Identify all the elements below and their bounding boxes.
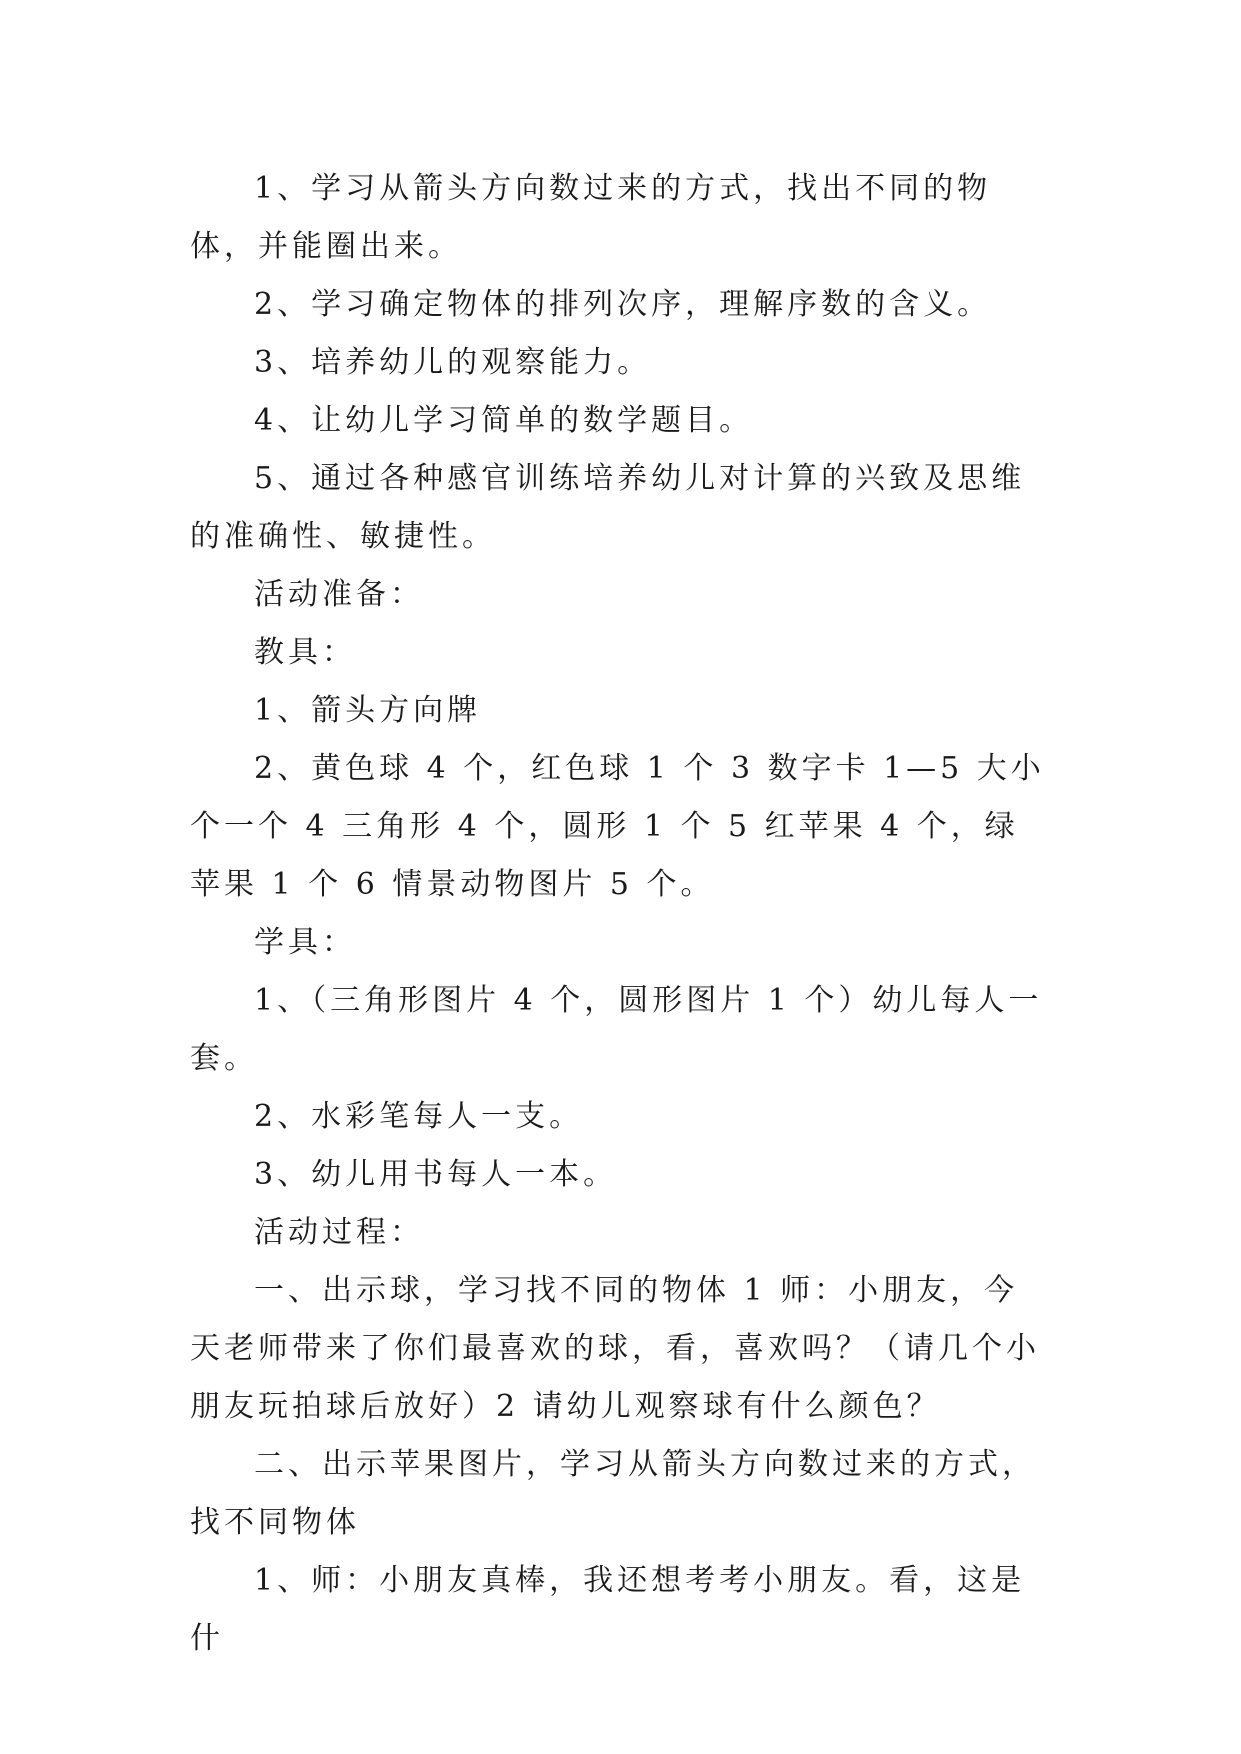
teaching-aid-2: 2、黄色球 4 个，红色球 1 个 3 数字卡 1—5 大小个一个 4 三角形 4 个，圆形 1 个 5 红苹果 4 个，绿苹果 1 个 6 情景动物图片 5 个。: [190, 751, 1045, 902]
learning-aid-2: 2、水彩笔每人一支。: [254, 1099, 584, 1134]
teaching-aid-1: 1、箭头方向牌: [254, 693, 482, 728]
learning-aid-3: 3、幼儿用书每人一本。: [254, 1157, 618, 1192]
objective-1: 1、学习从箭头方向数过来的方式，找出不同的物体，并能圈出来。: [190, 171, 992, 264]
document-body: [190, 160, 1050, 1668]
objective-5: 5、通过各种感官训练培养幼儿对计算的兴致及思维的准确性、敏捷性。: [190, 461, 1026, 554]
subheading-teaching-aids: 教具：: [254, 635, 356, 670]
section-heading-preparation: 活动准备：: [254, 577, 424, 612]
objective-4: 4、让幼儿学习简单的数学题目。: [254, 403, 754, 438]
learning-aid-1: 1、（三角形图片 4 个，圆形图片 1 个）幼儿每人一套。: [190, 983, 1043, 1076]
process-step-2: 二、出示苹果图片，学习从箭头方向数过来的方式，找不同物体: [190, 1447, 1036, 1540]
objective-3: 3、培养幼儿的观察能力。: [254, 345, 652, 380]
section-heading-process: 活动过程：: [254, 1215, 424, 1250]
subheading-learning-aids: 学具：: [254, 925, 356, 960]
process-step-2-1: 1、师：小朋友真棒，我还想考考小朋友。看，这是什: [190, 1563, 1026, 1656]
process-step-1: 一、出示球，学习找不同的物体 1 师：小朋友，今天老师带来了你们最喜欢的球，看，喜欢吗？（请几个小朋友玩拍球后放好）2 请幼儿观察球有什么颜色？: [190, 1273, 1040, 1424]
objective-2: 2、学习确定物体的排列次序，理解序数的含义。: [254, 287, 992, 322]
